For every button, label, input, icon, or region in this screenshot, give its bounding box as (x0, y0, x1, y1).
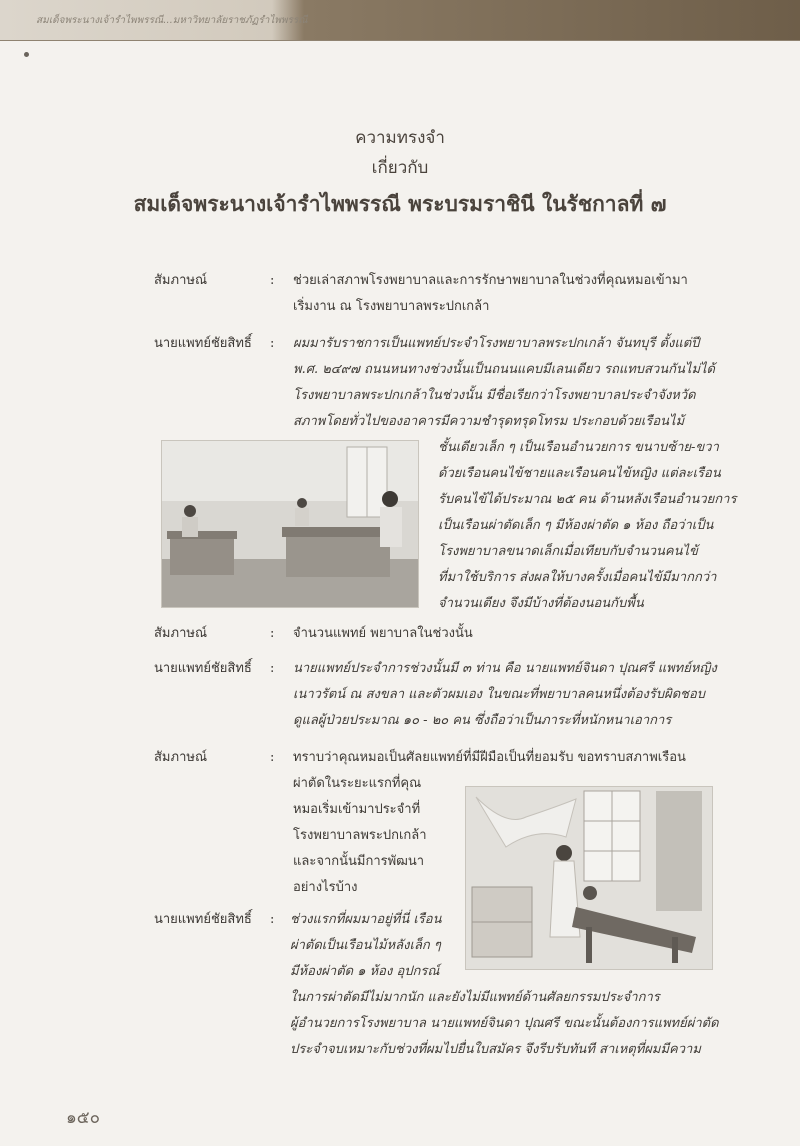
speaker-label-interviewer: สัมภาษณ์ (154, 750, 208, 765)
colon: : (270, 661, 275, 676)
colon: : (270, 750, 275, 765)
speaker-label-doctor: นายแพทย์ชัยสิทธิ์ (154, 912, 252, 927)
q2-line: จำนวนแพทย์ พยาบาลในช่วงนั้น (293, 626, 473, 641)
print-speck (24, 52, 29, 57)
a1-line: ที่มาใช้บริการ ส่งผลให้บางครั้งเมื่อคนไข้มีมากกว่า (438, 570, 717, 585)
q3-line: หมอเริ่มเข้ามาประจำที่ (293, 802, 421, 817)
a3-line: ประจำจบเหมาะกับช่วงที่ผมไปยื่นใบสมัคร จึงรีบรับทันที สาเหตุที่ผมมีความ (290, 1042, 701, 1057)
speaker-label-doctor: นายแพทย์ชัยสิทธิ์ (154, 661, 252, 676)
title-line-1: ความทรงจำ (355, 128, 445, 148)
a2-line: ดูแลผู้ป่วยประมาณ ๑๐ - ๒๐ คน ซึ่งถือว่าเป็นภาระที่หนักหนาเอาการ (293, 713, 672, 728)
a3-line: ในการผ่าตัดมีไม่มากนัก และยังไม่มีแพทย์ด้านศัลยกรรมประจำการ (290, 990, 660, 1005)
a3-line: ช่วงแรกที่ผมมาอยู่ที่นี่ เรือน (290, 912, 442, 927)
a1-line: พ.ศ. ๒๔๙๗ ถนนหนทางช่วงนั้นเป็นถนนแคบมีเลนเดียว รถแทบสวนกันไม่ได้ (293, 362, 715, 377)
q3-line: และจากนั้นมีการพัฒนา (293, 854, 425, 869)
a3-line: ผ่าตัดเป็นเรือนไม้หลังเล็ก ๆ (290, 938, 441, 953)
a3-line: ผู้อำนวยการโรงพยาบาล นายแพทย์จินดา ปุณศรี ขณะนั้นต้องการแพทย์ผ่าตัด (290, 1016, 719, 1031)
a2-line: นายแพทย์ประจำการช่วงนั้นมี ๓ ท่าน คือ นายแพทย์จินดา ปุณศรี แพทย์หญิง (293, 661, 717, 676)
a1-line: ชั้นเดียวเล็ก ๆ เป็นเรือนอำนวยการ ขนาบซ้าย-ขวา (438, 440, 719, 455)
q3-line: โรงพยาบาลพระปกเกล้า (293, 828, 427, 843)
photo-office (161, 440, 419, 608)
photo-operating-room (465, 786, 713, 970)
page-title: สมเด็จพระนางเจ้ารำไพพรรณี พระบรมราชินี ในรัชกาลที่ ๗ (133, 191, 667, 216)
a1-line: เป็นเรือนผ่าตัดเล็ก ๆ มีห้องผ่าตัด ๑ ห้อง ถือว่าเป็น (438, 518, 714, 533)
speaker-label-doctor: นายแพทย์ชัยสิทธิ์ (154, 336, 252, 351)
colon: : (270, 912, 275, 927)
running-header: สมเด็จพระนางเจ้ารำไพพรรณี...มหาวิทยาลัยราชภัฏรำไพพรรณี (36, 15, 308, 26)
a1-line: สภาพโดยทั่วไปของอาคารมีความชำรุดทรุดโทรม ประกอบด้วยเรือนไม้ (293, 414, 685, 429)
q3-line: ทราบว่าคุณหมอเป็นศัลยแพทย์ที่มีฝีมือเป็นที่ยอมรับ ขอทราบสภาพเรือน (293, 750, 686, 765)
colon: : (270, 626, 275, 641)
speaker-label-interviewer: สัมภาษณ์ (154, 273, 208, 288)
a1-line: โรงพยาบาลขนาดเล็กเมื่อเทียบกับจำนวนคนไข้ (438, 544, 698, 559)
q3-line: อย่างไรบ้าง (293, 880, 358, 895)
speaker-label-interviewer: สัมภาษณ์ (154, 626, 208, 641)
colon: : (270, 336, 275, 351)
q1-line: เริ่มงาน ณ โรงพยาบาลพระปกเกล้า (293, 299, 490, 314)
a1-line: ด้วยเรือนคนไข้ชายและเรือนคนไข้หญิง แต่ละเรือน (438, 466, 721, 481)
a1-line: โรงพยาบาลพระปกเกล้าในช่วงนั้น มีชื่อเรียกว่าโรงพยาบาลประจำจังหวัด (293, 388, 696, 403)
title-line-2: เกี่ยวกับ (371, 158, 429, 178)
a1-line: จำนวนเตียง จึงมีบ้างที่ต้องนอนกับพื้น (438, 596, 644, 611)
a2-line: เนาวรัตน์ ณ สงขลา และตัวผมเอง ในขณะที่พยาบาลคนหนึ่งต้องรับผิดชอบ (293, 687, 706, 702)
q1-line: ช่วยเล่าสภาพโรงพยาบาลและการรักษาพยาบาลในช่วงที่คุณหมอเข้ามา (293, 273, 688, 288)
colon: : (270, 273, 275, 288)
a1-line: รับคนไข้ได้ประมาณ ๒๕ คน ด้านหลังเรือนอำนวยการ (438, 492, 737, 507)
a3-line: มีห้องผ่าตัด ๑ ห้อง อุปกรณ์ (290, 964, 440, 979)
a1-line: ผมมารับราชการเป็นแพทย์ประจำโรงพยาบาลพระปกเกล้า จันทบุรี ตั้งแต่ปี (293, 336, 700, 351)
q3-line: ผ่าตัดในระยะแรกที่คุณ (293, 776, 422, 791)
page-number: ๑๕๐ (66, 1108, 101, 1128)
